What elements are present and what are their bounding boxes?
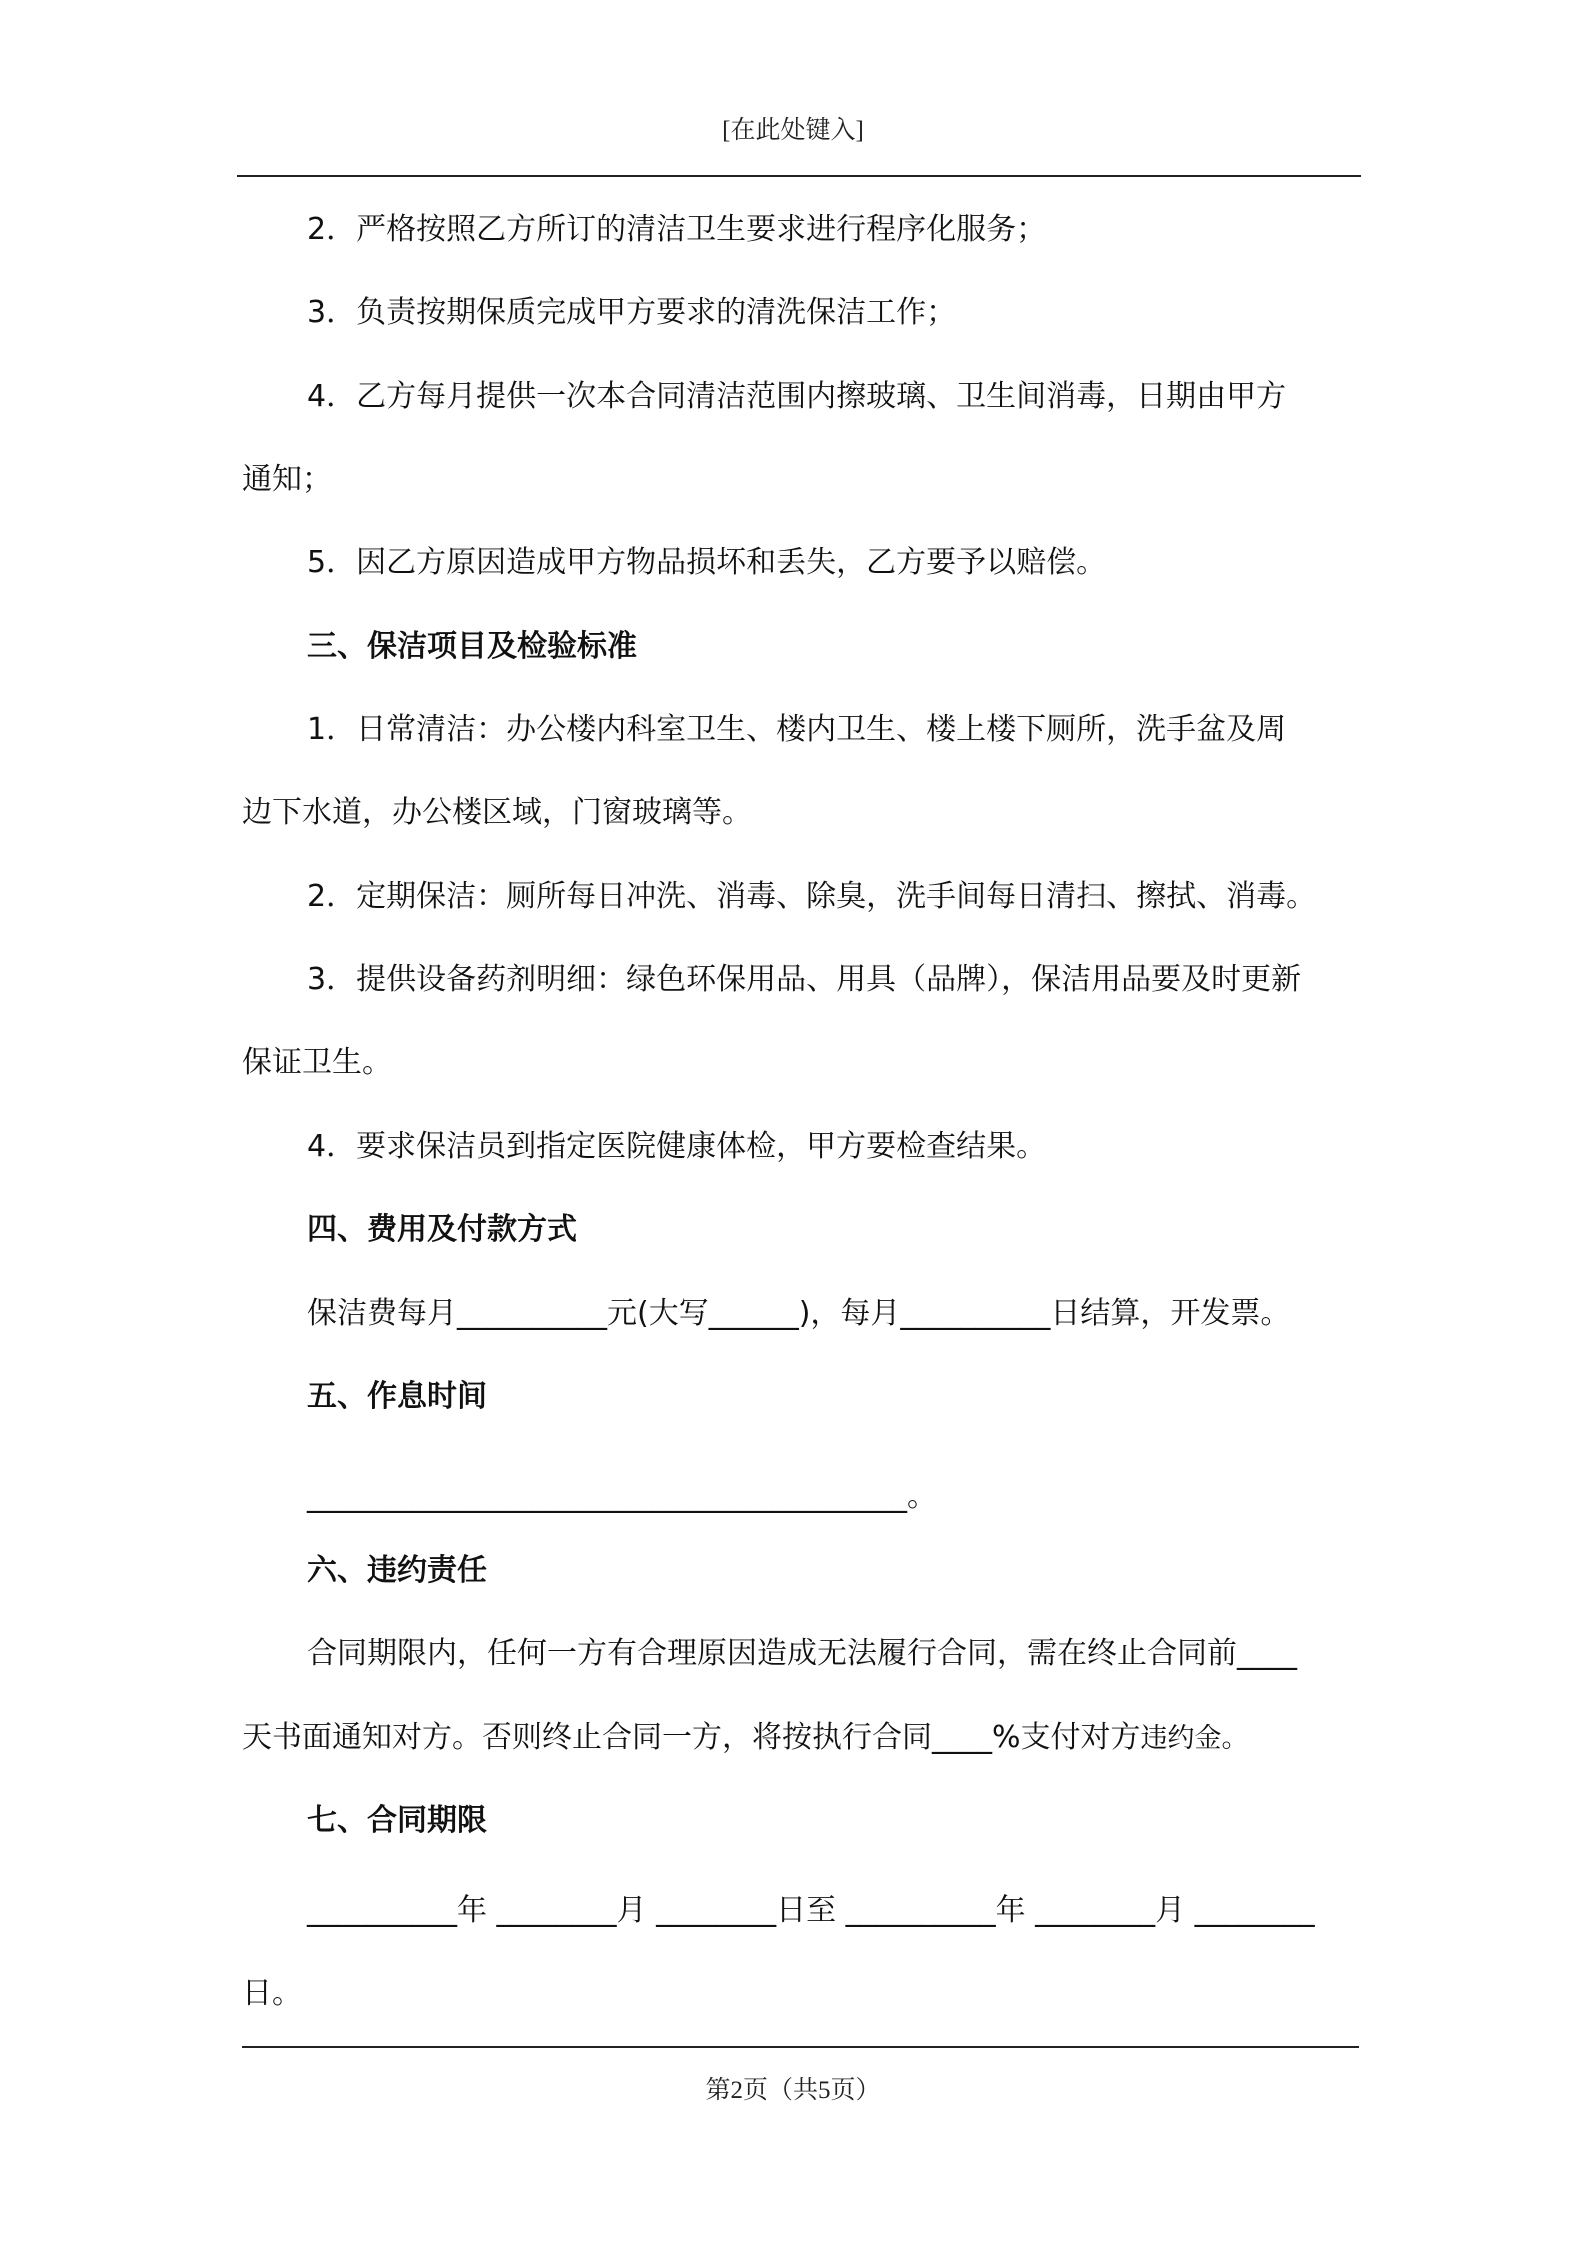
clause-line: 4．要求保洁员到指定医院健康体检，甲方要检查结果。 xyxy=(307,1129,1047,1164)
clause-text: 天书面通知对方。否则终止合同一方，将按执行合同____%支付对方 xyxy=(242,1720,1141,1755)
date-range-end: 日。 xyxy=(242,1976,302,2011)
clause-line: 保证卫生。 xyxy=(242,1045,392,1080)
clause-line: 3．负责按期保质完成甲方要求的清洗保洁工作； xyxy=(307,295,957,330)
clause-line xyxy=(242,1718,1249,1759)
clause-line: 1．日常清洁：办公楼内科室卫生、楼内卫生、楼上楼下厕所，洗手盆及周 xyxy=(307,712,1287,747)
section-heading: 五、作息时间 xyxy=(307,1379,487,1414)
clause-line: 合同期限内，任何一方有合理原因造成无法履行合同，需在终止合同前____ xyxy=(307,1636,1297,1671)
fee-line: 保洁费每月__________元(大写______)，每月__________日结算，开发票。 xyxy=(307,1296,1291,1331)
section-heading: 四、费用及付款方式 xyxy=(307,1212,577,1247)
section-heading: 七、合同期限 xyxy=(307,1803,487,1838)
page-header: [在此处键入] xyxy=(722,117,864,144)
clause-line: 2．定期保洁：厕所每日冲洗、消毒、除臭，洗手间每日清扫、擦拭、消毒。 xyxy=(307,879,1317,914)
clause-line: 2．严格按照乙方所订的清洁卫生要求进行程序化服务； xyxy=(307,212,1047,247)
page-number: 第2页（共5页） xyxy=(705,2077,881,2104)
clause-line: 边下水道，办公楼区域，门窗玻璃等。 xyxy=(242,795,752,830)
section-heading: 六、违约责任 xyxy=(307,1553,487,1588)
clause-line: 通知； xyxy=(242,462,332,497)
footer-divider xyxy=(242,2046,1359,2048)
clause-line: 3．提供设备药剂明细：绿色环保用品、用具（品牌），保洁用品要及时更新 xyxy=(307,962,1302,997)
clause-line: 4．乙方每月提供一次本合同清洁范围内擦玻璃、卫生间消毒，日期由甲方 xyxy=(307,379,1287,414)
date-range-line: __________年 ________月 ________日至 __________年 ________月 ________ xyxy=(307,1893,1315,1928)
clause-line: 5．因乙方原因造成甲方物品损坏和丢失，乙方要予以赔偿。 xyxy=(307,545,1107,580)
section-heading: 三、保洁项目及检验标准 xyxy=(307,629,637,664)
schedule-blank-line: ________________________________________。 xyxy=(307,1479,937,1514)
header-divider xyxy=(237,175,1361,177)
clause-text-small: 违约金。 xyxy=(1140,1723,1249,1754)
